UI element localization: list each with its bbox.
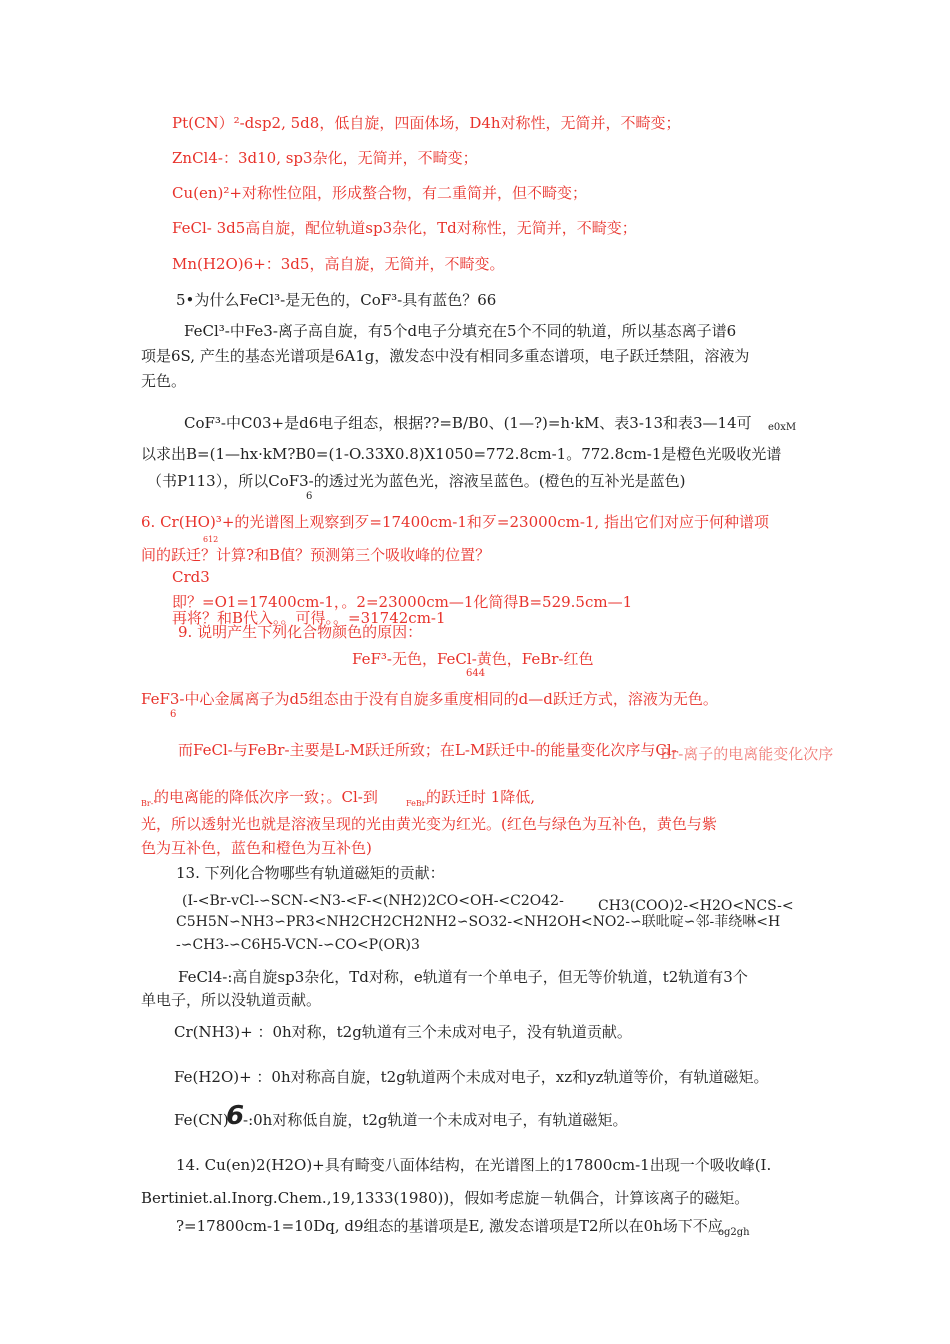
answer-5-line2: 项是6S, 产生的基态光谱项是6A1g，激发态中没有相同多重态谱项，电子跃迁禁阻，溶液为 [141,347,750,365]
cr-nh3-line: Cr(NH3)+ ：0h对称，t2g轨道有三个未成对电子，没有轨道贡献。 [174,1023,632,1041]
series-line1b: CH3(COO)2-<H2O<NCS-< [598,898,794,914]
question-9: 9. 说明产生下列化合物颜色的原因： [178,623,423,641]
answer-5-line1: FeCl³-中Fe3-离子高自旋，有5个d电子分填充在5个不同的轨道，所以基态离子谱6 [184,322,737,340]
lm-line2-mid: FeBr- [406,799,429,808]
fecl-line: FeCl- 3d5高自旋，配位轨道sp3杂化，Td对称性，无简并，不畸变； [172,219,637,237]
cof-line3: （书P113），所以CoF3-的透过光为蓝色光，溶液呈蓝色。(橙色的互补光是蓝色) [147,472,686,490]
lm-line2-end: 的跃迁时 1降低, [426,788,536,806]
fef-line: FeF3-中心金属离子为d5组态由于没有自旋多重度相同的d—d跃迁方式，溶液为无色。 [141,690,718,708]
cof-line3-sub: 6 [306,491,313,502]
ji-line: 即？=O1=17400cm-1，。2=23000cm—1化简得B=529.5cm—1 [172,593,633,611]
fecl4-line2: 单电子，所以没轨道贡献。 [141,991,322,1009]
cof-line2: 以求出B=(1—hx·kM?B0=(1-O.33X0.8)X1050=772.8cm-1。772.8cm-1是橙色光吸收光谱 [141,445,782,463]
fe-colors-line: FeF³-无色，FeCl-黄色，FeBr-红色 [352,650,594,668]
question-6-sub: 612 [203,535,219,544]
fe-colors-sub: 644 [466,668,486,679]
series-line3: -∽CH3-∽C6H5-VCN-∽CO<P(OR)3 [176,937,420,953]
fe-cn-line: -:0h对称低自旋，t2g轨道一个未成对电子，有轨道磁矩。 [243,1111,628,1129]
lm-line1-overlap: Br-离子的电离能变化次序 [660,745,834,763]
question-5: 5•为什么FeCl³-是无色的，CoF³-具有蓝色？66 [176,291,497,309]
lm-line4: 色为互补色，蓝色和橙色为互补色) [141,839,372,857]
lm-line3: 光，所以透射光也就是溶液呈现的光由黄光变为红光。(红色与绿色为互补色，黄色与紫 [141,815,717,833]
question-6-line2: 间的跃迁？计算?和B值？预测第三个吸收峰的位置？ [141,546,491,564]
question-14-line1: 14. Cu(en)2(H2O)+具有畸变八面体结构，在光谱图上的17800cm-1出现一个吸收峰(I. [176,1156,772,1174]
lm-line1: 而FeCl-与FeBr-主要是L-M跃迁所致；在L-M跃迁中-的能量变化次序与Cl- [178,741,677,759]
fe-h2o-line: Fe(H2O)+ ：0h对称高自旋，t2g轨道两个未成对电子，xz和yz轨道等价，有轨道磁矩。 [174,1068,769,1086]
mnh2o-line: Mn(H2O)6+：3d5，高自旋，无简并，不畸变。 [172,255,505,273]
question-14-line2: Bertiniet.al.Inorg.Chem.,19,1333(1980))，假如考虑旋－轨偶合，计算该离子的磁矩。 [141,1189,750,1207]
cof-line1-sub: e0xM [768,422,797,433]
series-line1: (I-<Br-vCl-∽SCN-<N3-<F-<(NH2)2CO<OH-<C2O42- [182,893,564,909]
question-14-line3-sub: og2gh [718,1227,750,1238]
ptcn-line: Pt(CN）²-dsp2, 5d8，低自旋，四面体场，D4h对称性，无简并，不畸变； [172,114,681,132]
zncl-line: ZnCl4-：3d10, sp3杂化，无简并，不畸变； [172,149,478,167]
question-6-line1: 6. Cr(HO)³+的光谱图上观察到歹=17400cm-1和歹=23000cm-1, 指出它们对应于何种谱项 [141,513,769,531]
question-13: 13. 下列化合物哪些有轨道磁矩的贡献： [176,864,445,882]
crd3-label: Crd3 [172,568,210,586]
zai-line: 再将？和B代入。。可得。。=31742cm-1 [172,609,446,627]
lm-line2-pre: Br-' [141,799,156,808]
series-line2: C5H5N∽NH3∽PR3<NH2CH2CH2NH2∽SO32-<NH2OH<NO2-∽联吡啶∽邻-菲绕啉<H [176,914,781,930]
answer-5-line3: 无色。 [141,372,187,390]
cof-line1: CoF³-中C03+是d6电子组态，根据??=B/B0、(1—?)=h·kM、表3-13和表3—14可 [184,414,752,432]
fe-cn-prefix: Fe(CN) [174,1111,229,1129]
question-14-line3: ?=17800cm-1=10Dq, d9组态的基谱项是E, 激发态谱项是T2所以在0h场下不应 [176,1217,723,1235]
cuen-line: Cu(en)²+对称性位阻，形成螯合物，有二重简并，但不畸变； [172,184,587,202]
lm-line2: 的电离能的降低次序一致；。Cl-到 [154,788,378,806]
fef-sub: 6 [170,709,177,720]
fe-cn-big-6: 6 [226,1101,245,1131]
fecl4-line1: FeCl4-:高自旋sp3杂化，Td对称，e轨道有一个单电子，但无等价轨道，t2轨道有3个 [178,968,748,986]
